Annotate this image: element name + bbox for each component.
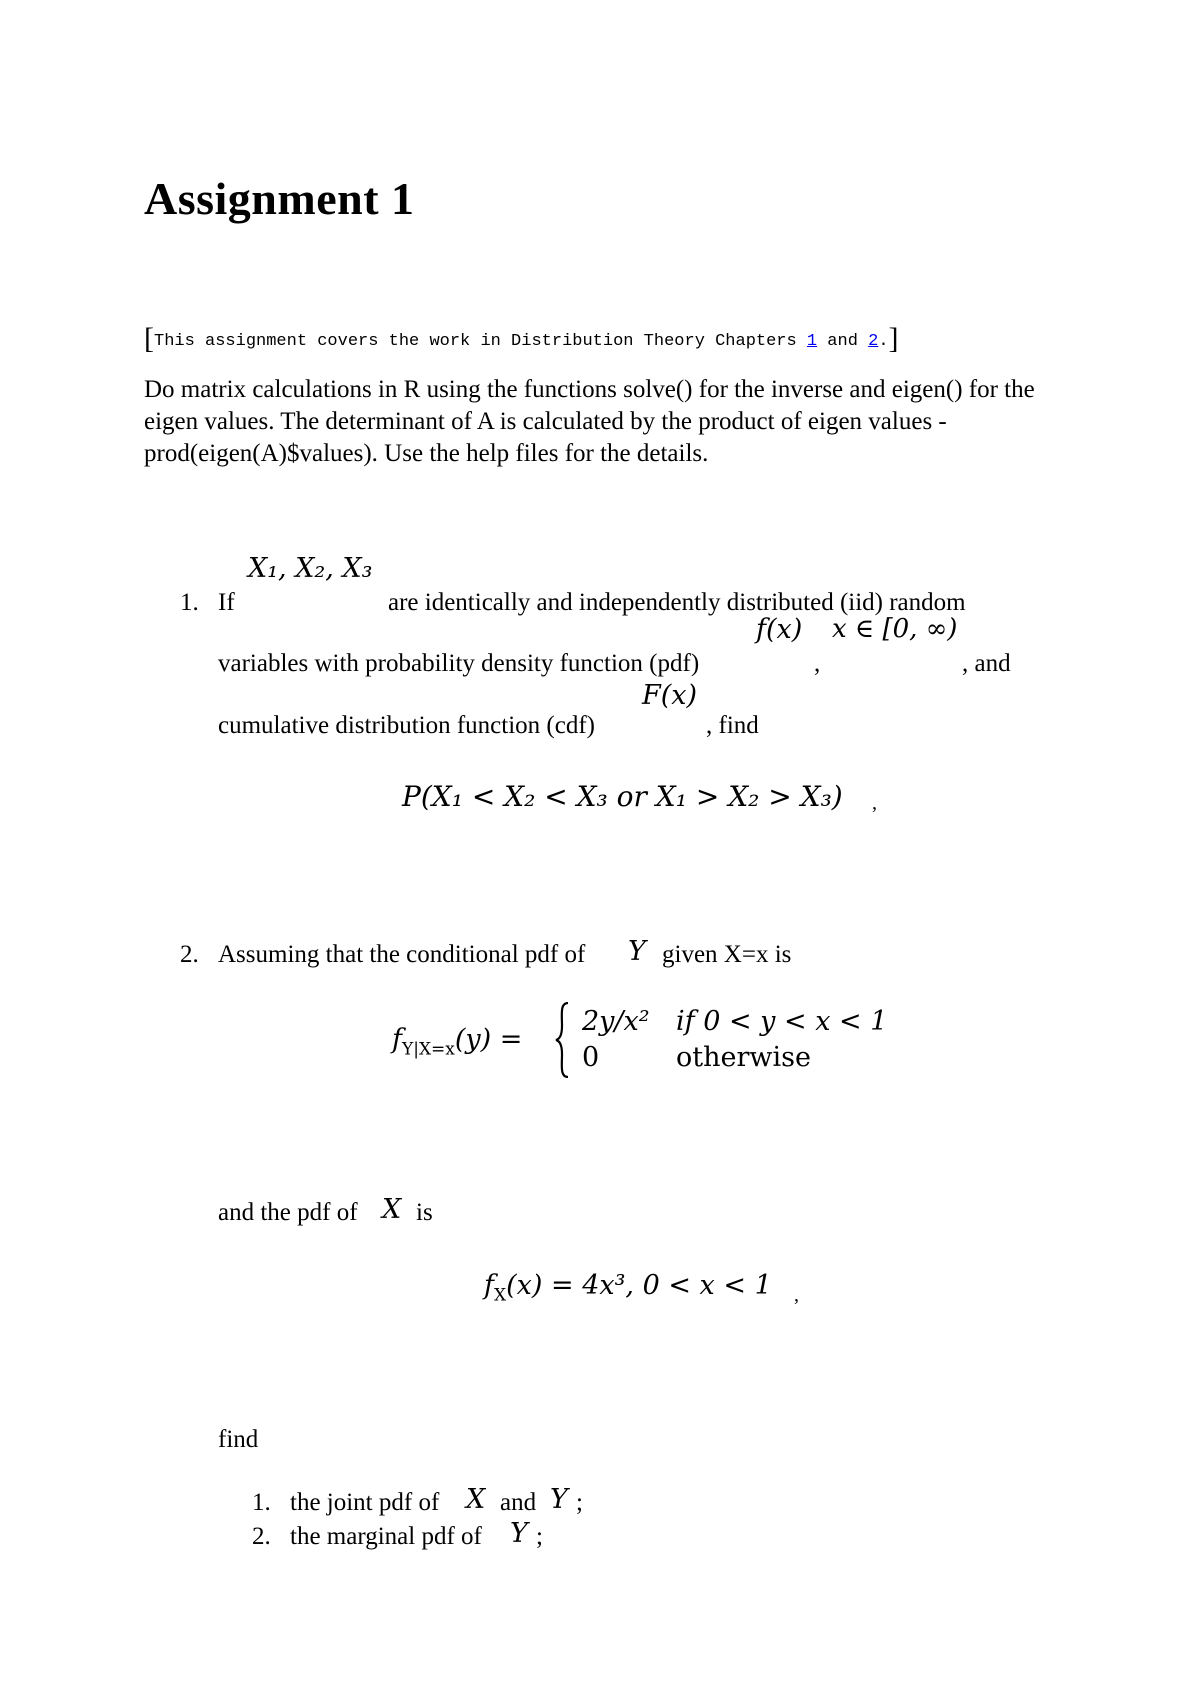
marginal-trail: ,: [794, 1284, 799, 1306]
marginal-x-formula: [484, 1270, 772, 1305]
q2-find: find: [218, 1426, 259, 1453]
q1-text-a: are identically and independently distributed (iid) random: [388, 589, 966, 616]
q2-x-symbol: X: [382, 1194, 402, 1225]
q1-domain: x ∈ [0, ∞): [832, 614, 958, 644]
subitem-1-text: the joint pdf of: [290, 1489, 440, 1516]
q2-text-c: and the pdf of: [218, 1199, 358, 1226]
page-title: Assignment 1: [144, 173, 415, 224]
q1-text-b: variables with probability density function (pdf): [218, 650, 700, 677]
left-brace-icon: [555, 1002, 569, 1078]
q1-number: 1.: [180, 589, 199, 616]
scope-note-text: This assignment covers the work in Distribution Theory Chapters: [154, 332, 807, 351]
marginal-f: f: [484, 1270, 494, 1301]
subitem-1-y: Y: [550, 1484, 568, 1515]
subitem-2-y: Y: [510, 1518, 528, 1549]
subitem-1-number: 1.: [252, 1489, 271, 1516]
q2-number: 2.: [180, 941, 199, 968]
scope-note: [144, 322, 899, 356]
conditional-subscript: Y|X=x: [402, 1039, 455, 1060]
q1-text-c: cumulative distribution function (cdf): [218, 712, 595, 739]
case2-value: 0: [582, 1042, 600, 1073]
intro-paragraph: Do matrix calculations in R using the functions solve() for the inverse and eigen() for the eigen values. The determinant of A is calculated by the product of eigen values - prod(eigen(A)$values). Use the help files for the details.: [144, 376, 1035, 467]
chapter-1-link[interactable]: 1: [806, 332, 818, 351]
case1-value: 2y/x²: [582, 1006, 650, 1037]
subitem-1-and: and: [500, 1489, 537, 1516]
conditional-pdf-lhs: [392, 1024, 522, 1059]
close-bracket: ]: [888, 322, 899, 355]
q1-pdf-symbol: f(x): [756, 614, 803, 645]
subitem-1-x: X: [466, 1484, 486, 1515]
q2-y-symbol: Y: [628, 936, 646, 967]
q1-if: If: [218, 589, 235, 616]
marginal-subscript: X: [494, 1285, 507, 1306]
case2-condition: otherwise: [676, 1042, 811, 1073]
chapter-2-link[interactable]: 2: [868, 332, 879, 351]
q2-text-b: given X=x is: [662, 941, 792, 968]
q1-comma: ,: [814, 650, 821, 677]
subitem-2-end: ;: [536, 1523, 543, 1550]
subitem-1-end: ;: [576, 1489, 583, 1516]
conditional-f: f: [392, 1024, 402, 1055]
scope-note-end: .: [878, 332, 889, 351]
subitem-2-text: the marginal pdf of: [290, 1523, 482, 1550]
q1-and: , and: [962, 650, 1011, 677]
scope-note-and: and: [817, 332, 869, 351]
q1-probability-formula: P(X₁ < X₂ < X₃ or X₁ > X₂ > X₃): [402, 780, 843, 813]
case1-condition: if 0 < y < x < 1: [676, 1006, 888, 1037]
subitem-2-number: 2.: [252, 1523, 271, 1550]
q1-formula-trail: ,: [872, 792, 877, 814]
q1-find: , find: [706, 712, 759, 739]
q1-cdf-symbol: F(x): [642, 680, 698, 711]
conditional-arg: (y) =: [454, 1024, 523, 1055]
q2-text-a: Assuming that the conditional pdf of: [218, 941, 586, 968]
q1-variables: X₁, X₂, X₃: [248, 553, 373, 584]
marginal-rest: (x) = 4x³, 0 < x < 1: [506, 1270, 772, 1301]
open-bracket: [: [144, 322, 154, 355]
q2-text-d: is: [416, 1199, 433, 1226]
